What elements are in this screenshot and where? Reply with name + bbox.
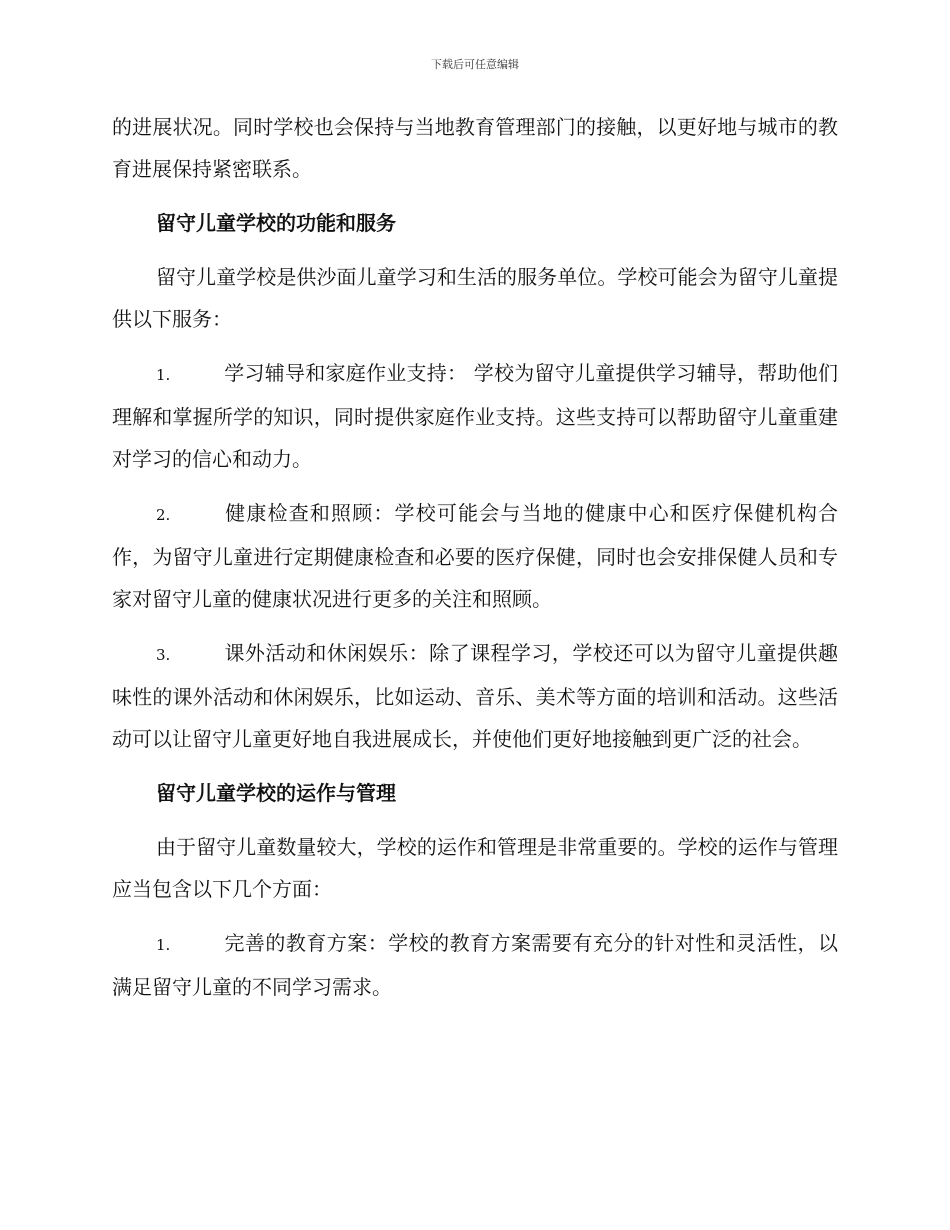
list-number: 1. bbox=[156, 936, 171, 954]
list-item-3 bbox=[112, 632, 838, 760]
list-item-1 bbox=[112, 352, 838, 480]
intro-paragraph-management: 由于留守儿童数量较大，学校的运作和管理是非常重要的。学校的运作与管理应当包含以下几个方面： bbox=[112, 835, 838, 901]
list-item-text: 课外活动和休闲娱乐：除了课程学习，学校还可以为留守儿童提供趣味性的课外活动和休闲娱乐，比如运动、音乐、美术等方面的培训和活动。这些活动可以让留守儿童更好地自我进展成长，并使他们更好地接触到更广泛的社会。 bbox=[112, 641, 838, 751]
list-number: 1. bbox=[156, 366, 171, 384]
section-heading-management: 留守儿童学校的运作与管理 bbox=[156, 781, 396, 805]
document-body bbox=[112, 106, 838, 1008]
continuation-paragraph: 的进展状况。同时学校也会保持与当地教育管理部门的接触，以更好地与城市的教育进展保持紧密联系。 bbox=[112, 115, 838, 181]
list-item-management-1 bbox=[112, 922, 838, 1008]
intro-paragraph-services: 留守儿童学校是供沙面儿童学习和生活的服务单位。学校可能会为留守儿童提供以下服务： bbox=[112, 265, 838, 331]
list-item-2 bbox=[112, 492, 838, 620]
list-item-text: 学习辅导和家庭作业支持： 学校为留守儿童提供学习辅导，帮助他们理解和掌握所学的知识，同时提供家庭作业支持。这些支持可以帮助留守儿童重建对学习的信心和动力。 bbox=[112, 361, 838, 471]
list-number: 2. bbox=[156, 506, 171, 524]
page-header: 下载后可任意编辑 bbox=[431, 58, 519, 71]
list-item-text: 健康检查和照顾：学校可能会与当地的健康中心和医疗保健机构合作，为留守儿童进行定期健康检查和必要的医疗保健，同时也会安排保健人员和专家对留守儿童的健康状况进行更多的关注和照顾。 bbox=[112, 501, 838, 611]
list-number: 3. bbox=[156, 646, 171, 664]
list-item-text: 完善的教育方案：学校的教育方案需要有充分的针对性和灵活性，以满足留守儿童的不同学习需求。 bbox=[112, 931, 838, 999]
section-heading-functions: 留守儿童学校的功能和服务 bbox=[156, 211, 396, 235]
